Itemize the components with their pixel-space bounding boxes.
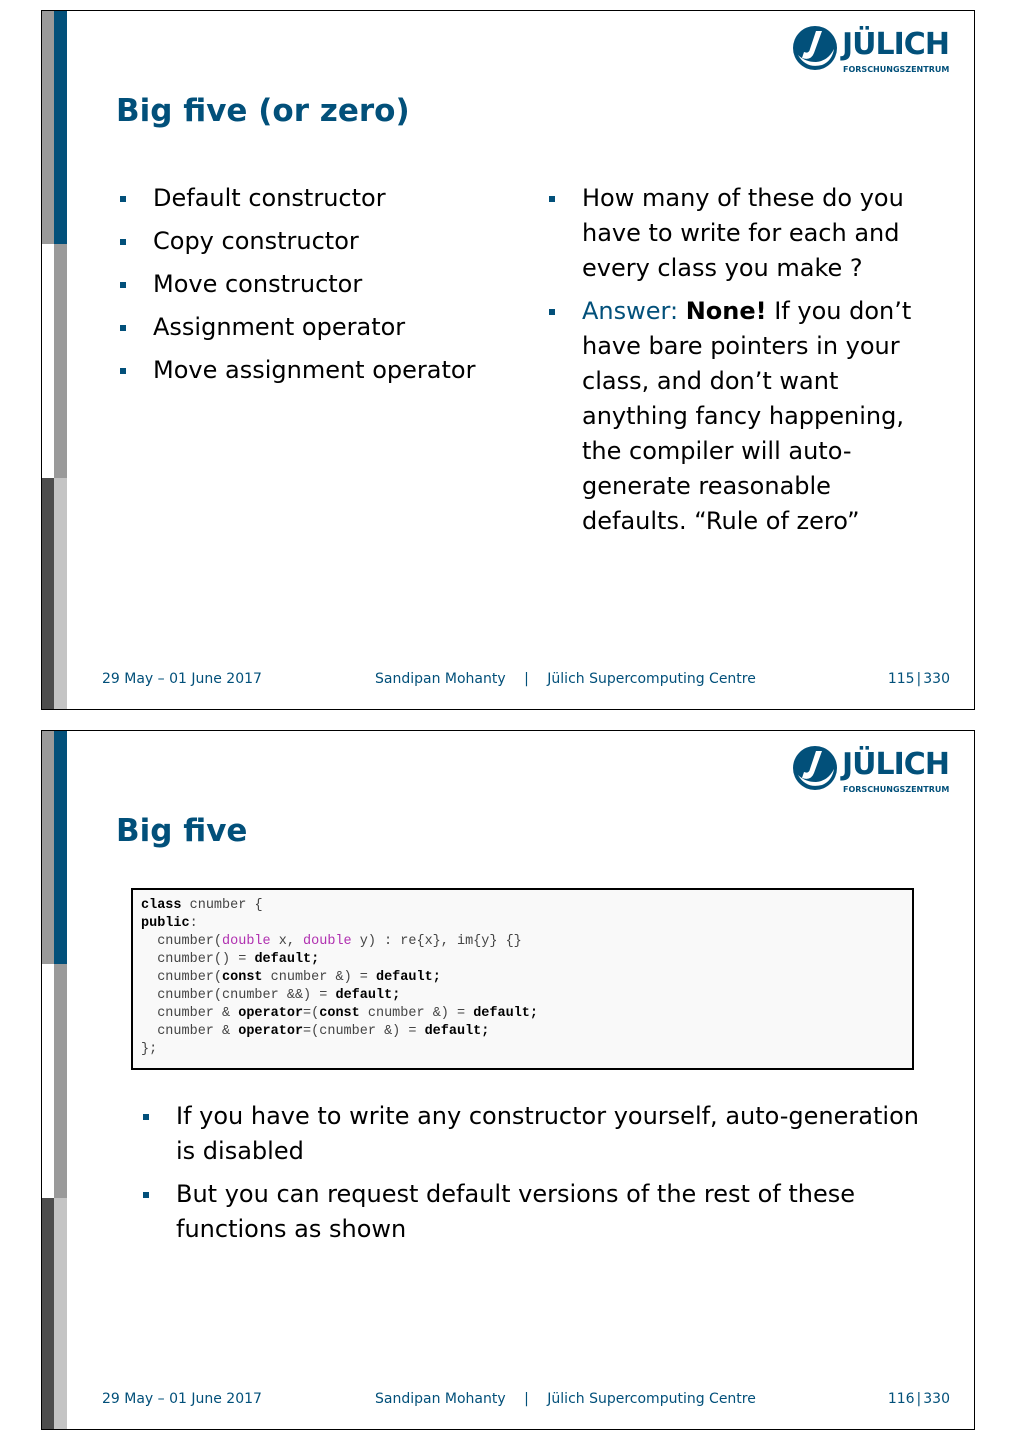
logo-name: JÜLICH — [842, 27, 949, 62]
footer-center: Sandipan Mohanty | Jülich Supercomputing Centre — [375, 671, 756, 687]
list-item: How many of these do you have to write for each and every class you make ? — [546, 181, 926, 286]
answer-label: Answer: — [582, 297, 679, 325]
logo-subtitle: FORSCHUNGSZENTRUM — [843, 65, 950, 74]
julich-logo — [792, 743, 952, 797]
page-number: 116 | 330 — [887, 1391, 950, 1407]
julich-logo-icon — [792, 25, 838, 71]
logo-name: JÜLICH — [842, 747, 949, 782]
slide-title: Big five — [116, 813, 248, 849]
footer-date: 29 May – 01 June 2017 — [102, 671, 262, 687]
list-item: Assignment operator — [117, 310, 517, 345]
side-bar-segment — [42, 964, 54, 1198]
answer-list — [546, 181, 926, 547]
note-list — [140, 1099, 920, 1255]
side-bar-segment — [42, 478, 54, 710]
slide-115 — [41, 10, 975, 710]
side-bar-segment — [54, 731, 67, 964]
side-bar-segment — [42, 731, 54, 964]
side-bar-segment — [54, 964, 67, 1198]
side-bar-segment — [54, 478, 67, 710]
list-item: Answer: None! If you don’t have bare pointers in your class, and don’t want anything fancy happening, the compiler will auto-generate reasonable defaults. “Rule of zero” — [546, 294, 926, 539]
side-bar-segment — [54, 244, 67, 478]
logo-subtitle: FORSCHUNGSZENTRUM — [843, 785, 950, 794]
list-item: Move assignment operator — [117, 353, 517, 388]
slide-title: Big five (or zero) — [116, 93, 410, 129]
julich-logo-icon — [792, 745, 838, 791]
bullet-square-icon — [120, 239, 126, 245]
side-bar-segment — [42, 11, 54, 244]
list-item: Copy constructor — [117, 224, 517, 259]
answer-bold: None! — [685, 297, 767, 325]
list-item: Move constructor — [117, 267, 517, 302]
bullet-square-icon — [120, 325, 126, 331]
bullet-square-icon — [549, 196, 555, 202]
side-bar-segment — [42, 244, 54, 478]
page-number: 115 | 330 — [887, 671, 950, 687]
code-block: class cnumber { public: cnumber(double x, double y) : re{x}, im{y} {} cnumber() = default; cnumber(const cnumber &) = default; cnumber(cnumber &&) = default; cnumber & operator=(const cnumber &) = default; cnumber & operator=(cnumber &) = default; }; — [131, 888, 914, 1070]
bullet-square-icon — [120, 196, 126, 202]
bullet-square-icon — [120, 282, 126, 288]
bullet-square-icon — [143, 1114, 149, 1120]
bullet-square-icon — [549, 309, 555, 315]
side-bar-segment — [42, 1198, 54, 1430]
julich-logo — [792, 23, 952, 77]
constructor-list — [117, 181, 517, 396]
slide-116 — [41, 730, 975, 1430]
side-bar-segment — [54, 11, 67, 244]
footer-date: 29 May – 01 June 2017 — [102, 1391, 262, 1407]
list-item: But you can request default versions of the rest of these functions as shown — [140, 1177, 920, 1247]
list-item: Default constructor — [117, 181, 517, 216]
footer-center: Sandipan Mohanty | Jülich Supercomputing Centre — [375, 1391, 756, 1407]
bullet-square-icon — [143, 1192, 149, 1198]
bullet-square-icon — [120, 368, 126, 374]
side-bar-segment — [54, 1198, 67, 1430]
list-item: If you have to write any constructor yourself, auto-generation is disabled — [140, 1099, 920, 1169]
